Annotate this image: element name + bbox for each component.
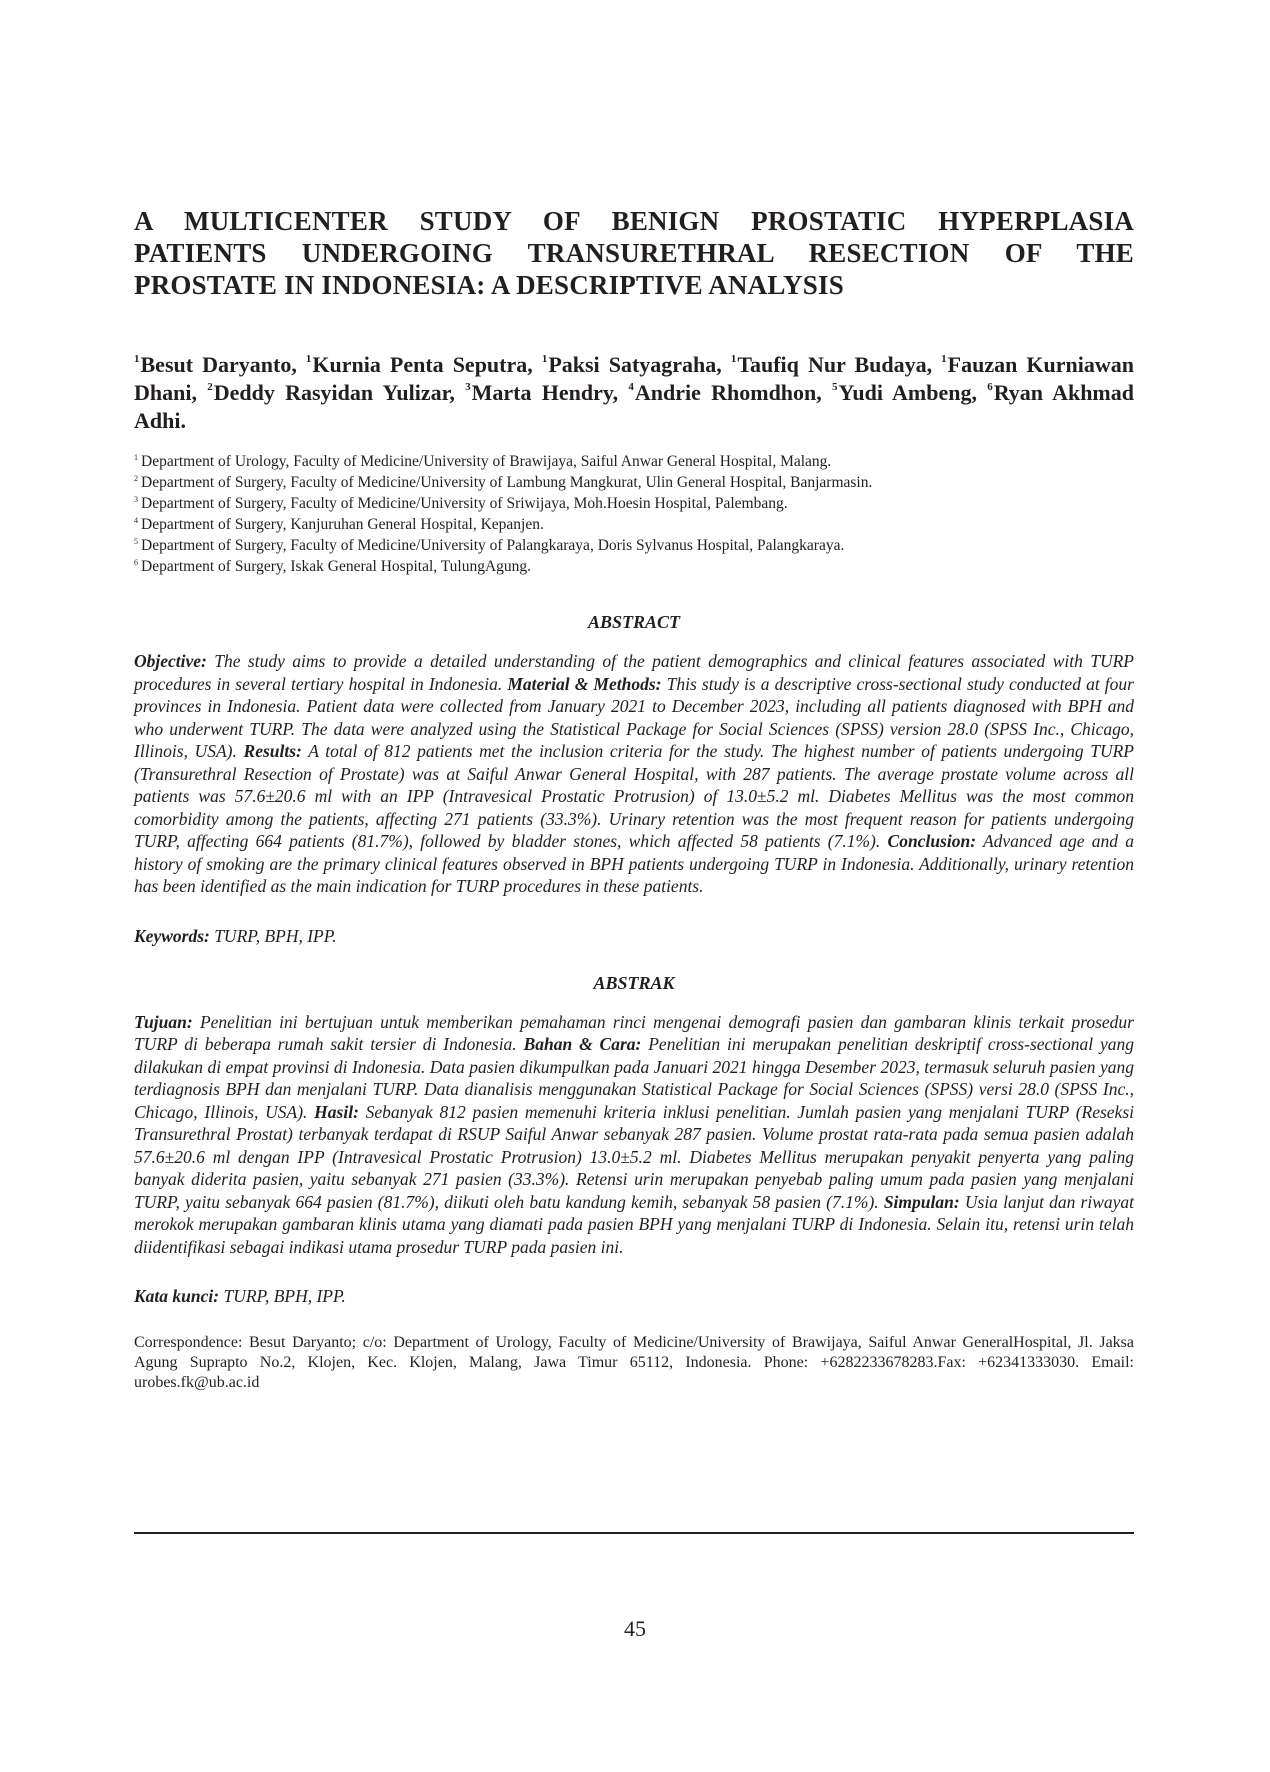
conclusion-text: Advanced age and a history of smoking are the primary clinical features observed in BPH patients undergoing TURP in Indonesia. Additionally, urinary retention has been identified as the main indication for TURP procedures in these patients. (134, 831, 1134, 896)
tujuan-label: Tujuan: (134, 1011, 193, 1032)
author-name: Paksi Satyagraha, (548, 352, 731, 377)
page-number: 45 (624, 1616, 646, 1641)
methods-text: This study is a descriptive cross-sectional study conducted at four provinces in Indonesia. Patient data were collected from January 2021 to December 2023, including all patients diagnosed with BPH and who underwent TURP. The data were analyzed using the Statistical Package for Social Sciences (SPSS) version 28.0 (SPSS Inc., Chicago, Illinois, USA). (134, 673, 1134, 761)
abstract-heading: ABSTRACT (587, 612, 681, 632)
author-name: Fauzan Kurniawan Dhani, (134, 352, 1134, 405)
title-line-3: PROSTATE IN INDONESIA: A DESCRIPTIVE ANALYSIS (134, 270, 844, 300)
objective-text: The study aims to provide a detailed understanding of the patient demographics and clinical features associated with TURP procedures in several tertiary hospital in Indonesia. (134, 651, 1134, 694)
title-line-2: PATIENTS UNDERGOING TRANSURETHRAL RESECTION OF THE (134, 238, 1134, 268)
objective-label: Objective: (134, 651, 207, 671)
methods-label: Material & Methods: (507, 673, 662, 694)
author-name: Deddy Rasyidan Yulizar, (213, 380, 466, 405)
author-affil-marker: 5 (832, 381, 838, 393)
author-affil-marker: 1 (305, 353, 312, 365)
affiliation-marker: 6 (134, 558, 138, 567)
conclusion-label: Conclusion: (887, 831, 977, 851)
affiliation-item (134, 535, 1134, 556)
author-name: Besut Daryanto, (140, 352, 306, 377)
keywords-text: TURP, BPH, IPP. (209, 925, 337, 946)
author-affil-marker: 1 (541, 353, 548, 365)
author-affil-marker: 6 (987, 381, 993, 393)
affiliation-marker: 5 (134, 537, 138, 546)
keywords-label: Keywords: (134, 925, 210, 946)
results-text: A total of 812 patients met the inclusion criteria for the study. The highest number of patients undergoing TURP (Transurethral Resection of Prostate) was at Saiful Anwar General Hospital, with 287 patients. The average prostate volume across all patients was 57.6±20.6 ml with an IPP (Intravesical Prostatic Protrusion) of 13.0±5.2 ml. Diabetes Mellitus was the most common comorbidity among the patients, affecting 271 patients (33.3%). Urinary retention was the most frequent reason for patients undergoing TURP, affecting 664 patients (81.7%), followed by bladder stones, which affected 58 patients (7.1%). (134, 741, 1134, 851)
author-name: Taufiq Nur Budaya, (737, 352, 942, 377)
author-affil-marker: 4 (628, 381, 634, 393)
author-name: Kurnia Penta Seputra, (312, 352, 542, 377)
title-line-1: A MULTICENTER STUDY OF BENIGN PROSTATIC HYPERPLASIA (134, 206, 1134, 236)
affiliation-text: Department of Surgery, Kanjuruhan General Hospital, Kepanjen. (141, 516, 544, 533)
affiliation-text: Department of Surgery, Iskak General Hospital, TulungAgung. (141, 558, 532, 575)
author-name: Yudi Ambeng, (838, 380, 988, 405)
author-affil-marker: 1 (134, 353, 140, 365)
affiliation-marker: 1 (134, 453, 138, 462)
affiliation-text: Department of Surgery, Faculty of Medicine/University of Sriwijaya, Moh.Hoesin Hospital, Palembang. (141, 495, 788, 512)
kata-kunci-text: TURP, BPH, IPP. (219, 1286, 346, 1306)
footer-divider (134, 1532, 1134, 1534)
affiliation-item (134, 514, 1134, 535)
keywords (134, 925, 1134, 947)
author-list (134, 351, 1134, 435)
affiliation-text: Department of Surgery, Faculty of Medicine/University of Lambung Mangkurat, Ulin General Hospital, Banjarmasin. (141, 474, 873, 491)
correspondence: Correspondence: Besut Daryanto; c/o: Department of Urology, Faculty of Medicine/University of Brawijaya, Saiful Anwar GeneralHospital, Jl. Jaksa Agung Suprapto No.2, Klojen, Kec. Klojen, Malang, Jawa Timur 65112, Indonesia. Phone: +6282233678283.Fax: +62341333030. Email: urobes.fk@ub.ac.id (134, 1334, 1134, 1391)
hasil-text: Sebanyak 812 pasien memenuhi kriteria inklusi penelitian. Jumlah pasien yang menjalani TURP (Reseksi Transurethral Prostat) terbanyak terdapat di RSUP Saiful Anwar sebanyak 287 pasien. Volume prostat rata-rata pada semua pasien adalah 57.6±20.6 ml dengan IPP (Intravesical Prostatic Protrusion) 13.0±5.2 ml. Diabetes Mellitus merupakan penyakit penyerta yang paling banyak diderita pasien, yaitu sebanyak 271 pasien (33.3%). Retensi urin merupakan penyebab paling umum pada pasien yang menjalani TURP, yaitu sebanyak 664 pasien (81.7%), diikuti oleh batu kandung kemih, sebanyak 58 pasien (7.1%). (134, 1101, 1134, 1212)
kata-kunci-label: Kata kunci: (134, 1286, 220, 1306)
simpulan-label: Simpulan: (883, 1191, 960, 1212)
affiliation-marker: 3 (134, 495, 138, 504)
affiliation-list (134, 451, 1134, 577)
author-affil-marker: 2 (207, 381, 213, 393)
abstrak-heading: ABSTRAK (593, 972, 675, 993)
affiliation-item (134, 451, 1134, 472)
affiliation-item (134, 493, 1134, 514)
affiliation-marker: 2 (134, 474, 138, 483)
affiliation-marker: 4 (134, 516, 138, 525)
kata-kunci (134, 1285, 1134, 1307)
author-name: Andrie Rhomdhon, (634, 380, 833, 405)
abstrak-body (134, 1011, 1134, 1259)
author-affil-marker: 1 (941, 353, 947, 365)
article-first-page (134, 205, 1134, 1409)
affiliation-text: Department of Surgery, Faculty of Medicine/University of Palangkaraya, Doris Sylvanus Hospital, Palangkaraya. (141, 537, 845, 554)
author-name: Marta Hendry, (471, 380, 629, 405)
affiliation-item (134, 556, 1134, 577)
author-affil-marker: 1 (730, 353, 737, 365)
results-label: Results: (243, 741, 302, 761)
affiliation-text: Department of Urology, Faculty of Medicine/University of Brawijaya, Saiful Anwar General Hospital, Malang. (141, 453, 832, 470)
abstract-body (134, 650, 1134, 898)
author-affil-marker: 3 (465, 381, 471, 393)
author-name: Ryan Akhmad Adhi. (134, 380, 1134, 433)
simpulan-text: Usia lanjut dan riwayat merokok merupakan gambaran klinis utama yang diamati pada pasien BPH yang menjalani TURP di Indonesia. Selain itu, retensi urin telah diidentifikasi sebagai indikasi utama prosedur TURP pada pasien ini. (134, 1191, 1134, 1257)
affiliation-item (134, 472, 1134, 493)
tujuan-text: Penelitian ini bertujuan untuk memberikan pemahaman rinci mengenai demografi pasien dan gambaran klinis terkait prosedur TURP di beberapa rumah sakit tersier di Indonesia. (134, 1011, 1134, 1054)
article-title (134, 205, 1134, 301)
bahan-label: Bahan & Cara: (523, 1034, 642, 1054)
hasil-label: Hasil: (314, 1101, 359, 1122)
bahan-text: Penelitian ini merupakan penelitian deskriptif cross-sectional yang dilakukan di empat provinsi di Indonesia. Data pasien dikumpulkan pada Januari 2021 hingga Desember 2023, termasuk seluruh pasien yang terdiagnosis BPH dan menjalani TURP. Data dianalisis menggunakan Statistical Package for Social Sciences (SPSS) versi 28.0 (SPSS Inc., Chicago, Illinois, USA). (134, 1034, 1135, 1122)
